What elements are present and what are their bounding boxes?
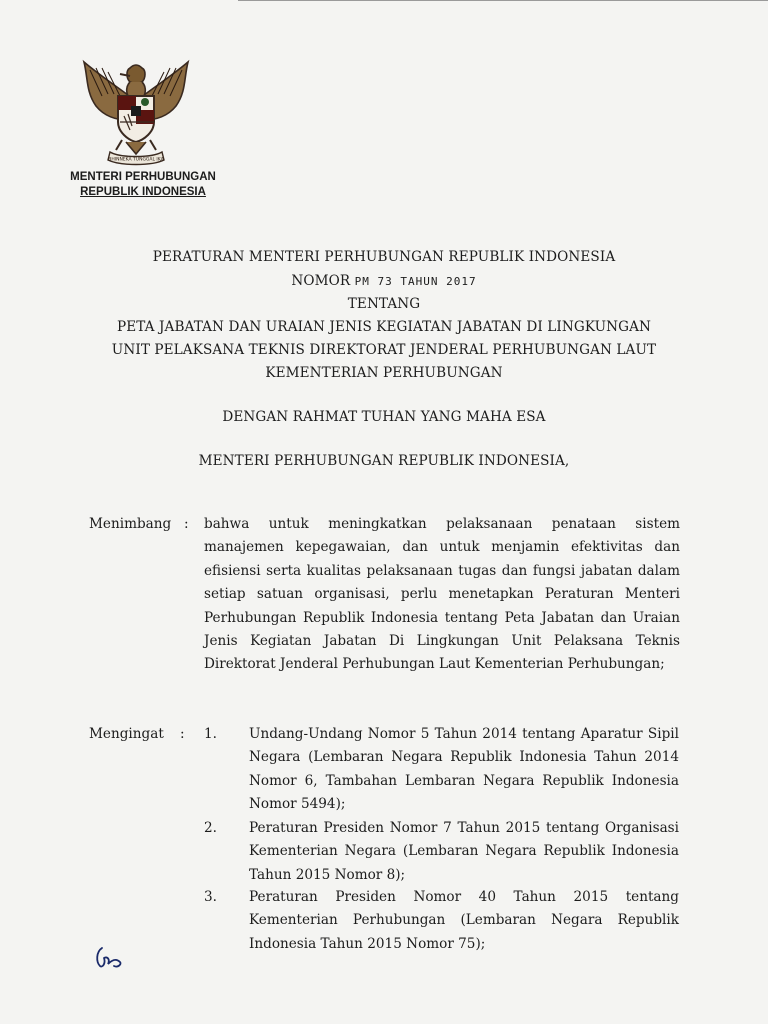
menimbang-text: bahwa untuk meningkatkan pelaksanaan penataan sistem manajemen kepegawaian, dan untuk menjamin efektivitas dan efisiensi serta kualitas pelaksanaan tugas dan fungsi jabatan dalam setiap satuan organisasi, perlu menetapkan Peraturan Menteri Perhubungan Republik Indonesia tentang Peta Jabatan dan Uraian Jenis Kegiatan Jabatan Di Lingkungan Unit Pelaksana Teknis Direktorat Jenderal Perhubungan Laut Kementerian Perhubungan; (204, 516, 680, 673)
scan-edge-line (238, 0, 768, 1)
mengingat-item-text: Peraturan Presiden Nomor 7 Tahun 2015 tentang Organisasi Kementerian Negara (Lembaran Negara Republik Indonesia Tahun 2015 Nomor 8); (249, 820, 679, 883)
mengingat-colon: : (180, 726, 185, 742)
letterhead (58, 170, 228, 200)
mengingat-item-number: 3. (204, 889, 217, 905)
emblem-motto-text: BHINNEKA TUNGGAL IKA (108, 157, 164, 163)
issuer-line: MENTERI PERHUBUNGAN REPUBLIK INDONESIA, (198, 453, 570, 469)
handwritten-initial-icon (92, 938, 128, 974)
garuda-emblem-icon (76, 56, 196, 168)
mengingat-item-text: Undang-Undang Nomor 5 Tahun 2014 tentang Aparatur Sipil Negara (Lembaran Negara Republik Indonesia Tahun 2014 Nomor 6, Tambahan Lembaran Negara Republik Indonesia Nomor 5494); (249, 726, 679, 813)
tentang-label: TENTANG (347, 296, 421, 312)
mengingat-item-number: 1. (204, 726, 217, 742)
menimbang-colon: : (184, 516, 189, 532)
subject-line1: PETA JABATAN DAN URAIAN JENIS KEGIATAN JABATAN DI LINGKUNGAN (116, 319, 652, 335)
subject-line2: UNIT PELAKSANA TEKNIS DIREKTORAT JENDERAL PERHUBUNGAN LAUT (111, 342, 657, 358)
mengingat-item-text: Peraturan Presiden Nomor 40 Tahun 2015 tentang Kementerian Perhubungan (Lembaran Negara Republik Indonesia Tahun 2015 Nomor 75); (249, 889, 679, 952)
regulation-title: PERATURAN MENTERI PERHUBUNGAN REPUBLIK INDONESIA (152, 249, 616, 265)
letterhead-line2: REPUBLIK INDONESIA (80, 186, 206, 198)
blessing-line: DENGAN RAHMAT TUHAN YANG MAHA ESA (222, 409, 546, 425)
subject-line3: KEMENTERIAN PERHUBUNGAN (265, 365, 503, 381)
mengingat-label: Mengingat (89, 726, 164, 742)
mengingat-item-number: 2. (204, 820, 217, 836)
nomor-prefix: NOMOR (291, 273, 351, 289)
nomor-value: PM 73 TAHUN 2017 (354, 275, 477, 288)
menimbang-label: Menimbang (89, 516, 172, 532)
regulation-number (0, 273, 768, 289)
letterhead-line1: MENTERI PERHUBUNGAN (70, 171, 216, 183)
